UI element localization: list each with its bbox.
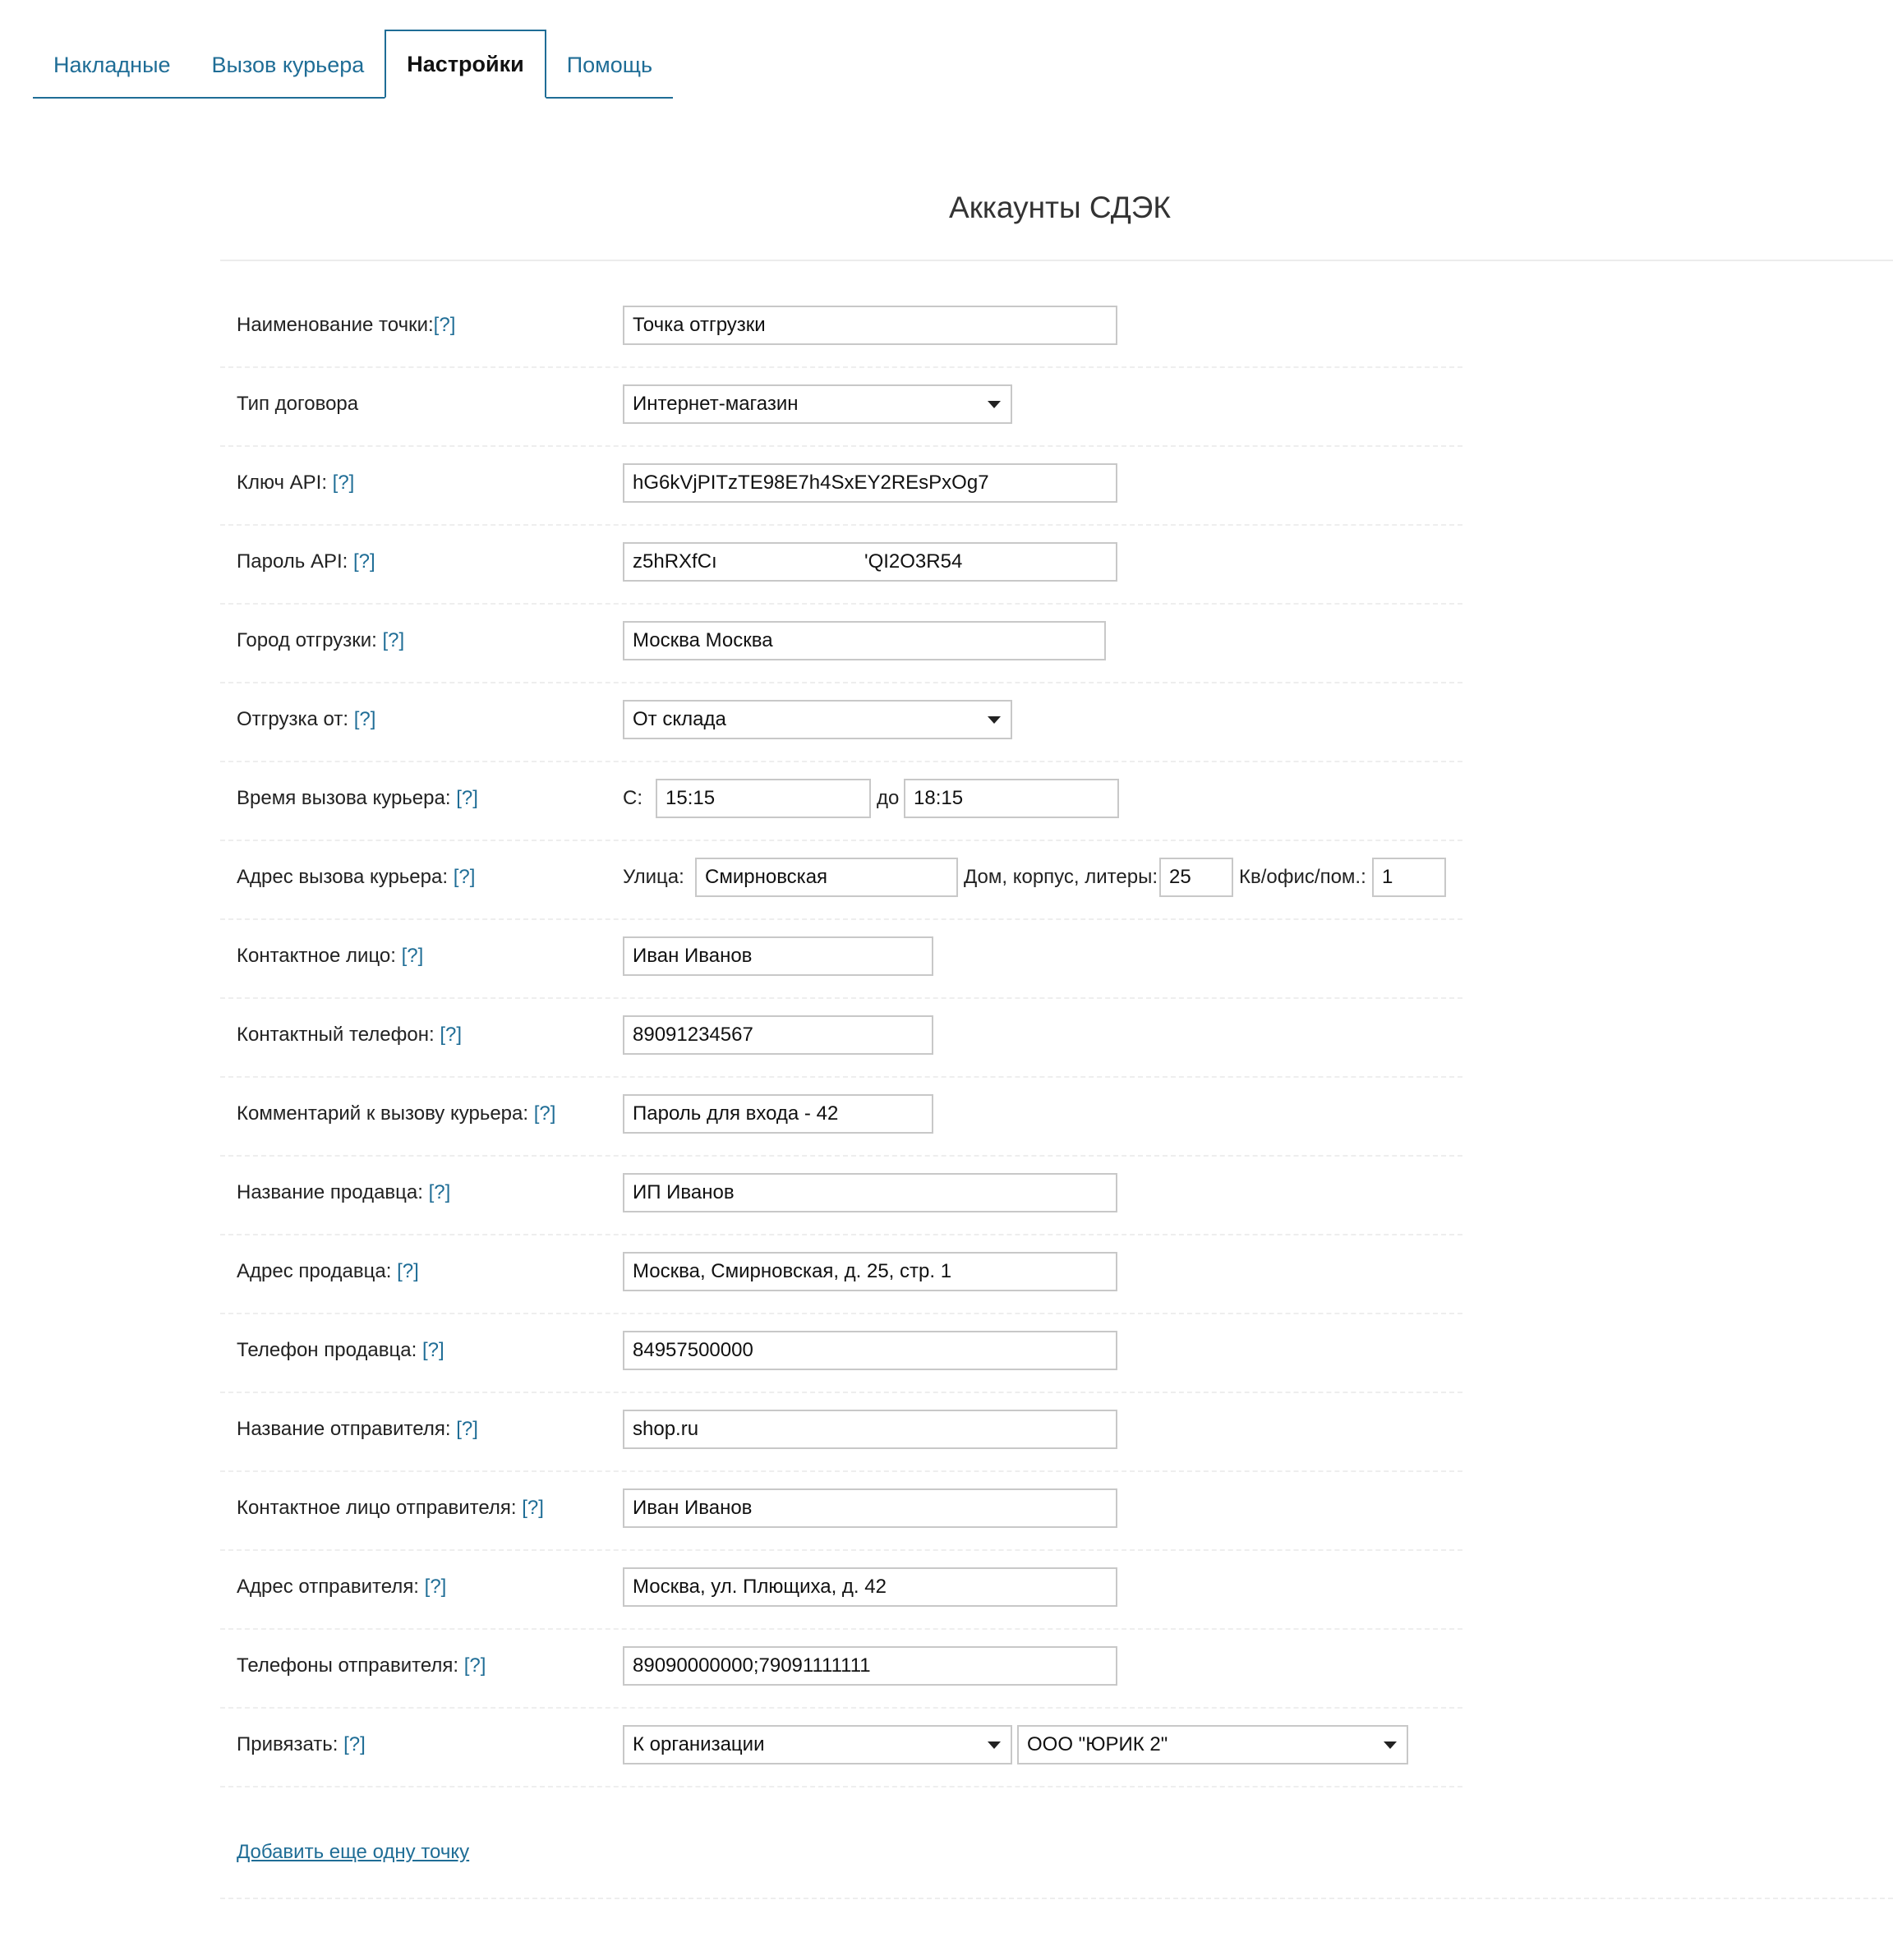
help-icon[interactable]: [?] (343, 1733, 366, 1755)
tab-bar (33, 30, 673, 99)
courier-comment-input[interactable]: Пароль для входа - 42 (623, 1094, 933, 1134)
row-courier-comment (220, 1078, 1462, 1157)
row-shipment-from (220, 683, 1462, 762)
chevron-down-icon (988, 401, 1001, 408)
sender-phones-input[interactable]: 89090000000;79091111111 (623, 1646, 1117, 1686)
seller-phone-label: Телефон продавца: [?] (237, 1339, 444, 1361)
row-api-password (220, 526, 1462, 605)
help-icon[interactable]: [?] (522, 1497, 544, 1519)
help-icon[interactable]: [?] (424, 1576, 447, 1598)
row-sender-name (220, 1393, 1462, 1472)
row-courier-time (220, 762, 1462, 841)
bind-organization-value: ООО "ЮРИК 2" (1027, 1733, 1168, 1755)
sender-contact-input[interactable]: Иван Иванов (623, 1488, 1117, 1528)
tab-settings[interactable]: Настройки (385, 30, 546, 99)
chevron-down-icon (988, 716, 1001, 724)
row-contract-type (220, 368, 1462, 447)
sender-contact-label: Контактное лицо отправителя: [?] (237, 1497, 544, 1519)
help-icon[interactable]: [?] (463, 1654, 486, 1677)
help-icon[interactable]: [?] (433, 314, 456, 336)
courier-address-label: Адрес вызова курьера: [?] (237, 866, 476, 888)
contact-person-input[interactable]: Иван Иванов (623, 936, 933, 976)
row-sender-address (220, 1551, 1462, 1630)
time-from-label: С: (623, 787, 643, 809)
contract-type-select[interactable] (623, 384, 1012, 424)
contract-type-value: Интернет-магазин (633, 393, 799, 415)
row-point-name (220, 289, 1462, 368)
contract-type-label: Тип договора (237, 393, 359, 415)
time-to-label: до (877, 787, 900, 809)
point-name-label: Наименование точки:[?] (237, 314, 456, 336)
help-icon[interactable]: [?] (382, 629, 405, 651)
street-input[interactable]: Смирновская (695, 858, 958, 897)
shipment-from-label: Отгрузка от: [?] (237, 708, 376, 730)
api-password-value-end: 'QI2O3R54 (864, 550, 963, 573)
api-key-label: Ключ API: [?] (237, 472, 355, 494)
bind-label: Привязать: [?] (237, 1733, 366, 1755)
tab-invoices[interactable]: Накладные (33, 33, 191, 99)
city-input[interactable]: Москва Москва (623, 621, 1106, 660)
help-icon[interactable]: [?] (428, 1181, 451, 1203)
bind-type-select[interactable] (623, 1725, 1012, 1764)
sender-address-input[interactable]: Москва, ул. Плющиха, д. 42 (623, 1567, 1117, 1607)
seller-phone-input[interactable]: 84957500000 (623, 1331, 1117, 1370)
row-seller-phone (220, 1314, 1462, 1393)
row-bind (220, 1709, 1462, 1787)
row-courier-address (220, 841, 1462, 920)
courier-time-label: Время вызова курьера: [?] (237, 787, 478, 809)
row-city (220, 605, 1462, 683)
api-password-label: Пароль API: [?] (237, 550, 375, 573)
row-api-key (220, 447, 1462, 526)
sender-name-input[interactable]: shop.ru (623, 1410, 1117, 1449)
help-icon[interactable]: [?] (456, 787, 478, 809)
help-icon[interactable]: [?] (352, 550, 375, 573)
time-from-input[interactable]: 15:15 (656, 779, 871, 818)
help-icon[interactable]: [?] (397, 1260, 419, 1282)
seller-address-input[interactable]: Москва, Смирновская, д. 25, стр. 1 (623, 1252, 1117, 1291)
seller-name-label: Название продавца: [?] (237, 1181, 451, 1203)
sender-name-label: Название отправителя: [?] (237, 1418, 478, 1440)
office-input[interactable]: 1 (1372, 858, 1446, 897)
help-icon[interactable]: [?] (456, 1418, 478, 1440)
row-sender-phones (220, 1630, 1462, 1709)
shipment-from-select[interactable] (623, 700, 1012, 739)
sender-phones-label: Телефоны отправителя: [?] (237, 1654, 486, 1677)
house-label: Дом, корпус, литеры: (964, 866, 1158, 888)
help-icon[interactable]: [?] (453, 866, 476, 888)
tab-courier-call[interactable]: Вызов курьера (191, 33, 385, 99)
chevron-down-icon (1384, 1741, 1397, 1749)
row-contact-phone (220, 999, 1462, 1078)
chevron-down-icon (988, 1741, 1001, 1749)
api-password-value-start: z5hRXfCı (633, 550, 717, 573)
help-icon[interactable]: [?] (353, 708, 376, 730)
courier-comment-label: Комментарий к вызову курьера: [?] (237, 1102, 556, 1125)
row-seller-name (220, 1157, 1462, 1235)
point-name-input[interactable]: Точка отгрузки (623, 306, 1117, 345)
seller-name-input[interactable]: ИП Иванов (623, 1173, 1117, 1212)
seller-address-label: Адрес продавца: [?] (237, 1260, 419, 1282)
help-icon[interactable]: [?] (421, 1339, 444, 1361)
house-input[interactable]: 25 (1159, 858, 1233, 897)
help-icon[interactable]: [?] (332, 472, 355, 494)
bind-organization-select[interactable] (1017, 1725, 1408, 1764)
time-to-input[interactable]: 18:15 (904, 779, 1119, 818)
row-seller-address (220, 1235, 1462, 1314)
street-label: Улица: (623, 866, 684, 888)
bind-type-value: К организации (633, 1733, 765, 1755)
row-contact-person (220, 920, 1462, 999)
office-label: Кв/офис/пом.: (1239, 866, 1366, 888)
tab-help[interactable]: Помощь (546, 33, 673, 99)
help-icon[interactable]: [?] (533, 1102, 556, 1125)
title-divider (220, 260, 1893, 261)
help-icon[interactable]: [?] (440, 1024, 462, 1046)
bottom-divider (220, 1898, 1893, 1899)
sender-address-label: Адрес отправителя: [?] (237, 1576, 447, 1598)
row-sender-contact (220, 1472, 1462, 1551)
city-label: Город отгрузки: [?] (237, 629, 405, 651)
contact-phone-input[interactable]: 89091234567 (623, 1015, 933, 1055)
add-point-link[interactable]: Добавить еще одну точку (237, 1841, 470, 1863)
api-key-input[interactable]: hG6kVjPITzTE98E7h4SxEY2REsPxOg7 (623, 463, 1117, 503)
page-title: Аккаунты СДЭК (949, 191, 1171, 224)
api-password-input[interactable] (623, 542, 1117, 582)
help-icon[interactable]: [?] (401, 945, 424, 967)
contact-person-label: Контактное лицо: [?] (237, 945, 424, 967)
contact-phone-label: Контактный телефон: [?] (237, 1024, 462, 1046)
shipment-from-value: От склада (633, 708, 726, 730)
